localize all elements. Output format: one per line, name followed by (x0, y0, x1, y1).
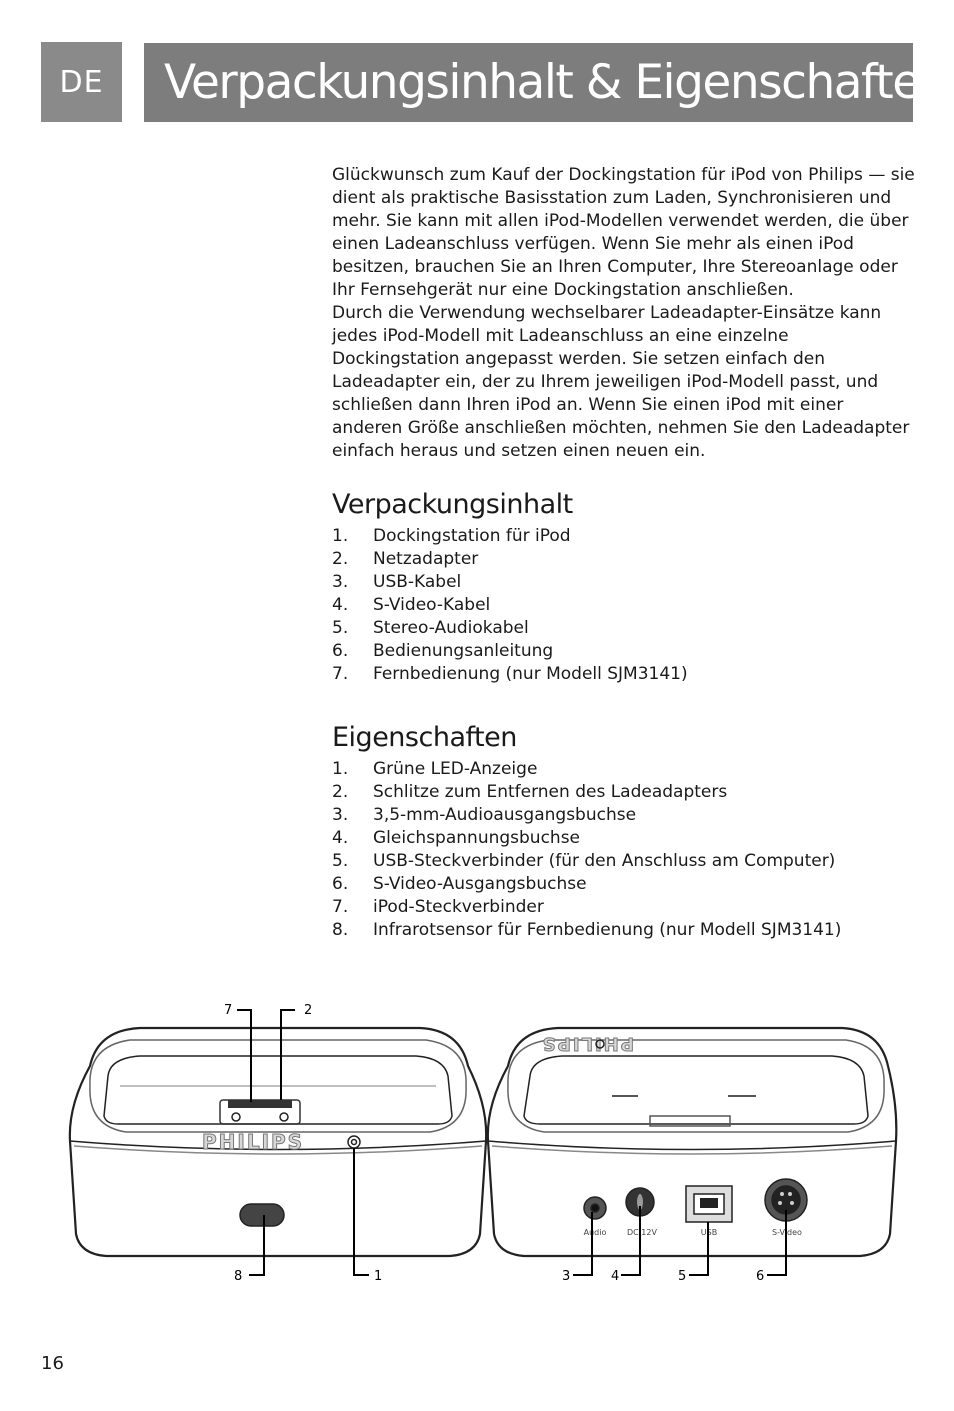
item-text: Netzadapter (373, 549, 479, 569)
brand-logo-back: PHILIPS (540, 1033, 634, 1054)
intro-paragraph-2: Durch die Verwendung wechselbarer Ladeadapter-Einsätze kann jedes iPod-Modell mit Ladeanschluss an eine einzelne Dockingstation angepasst werden. Sie setzen einfach den Ladeadapter ein, der zu Ihrem jeweiligen iPod-Modell passt, und schließen dann Ihren iPod an. Wenn Sie einen iPod mit einer anderen Größe anschließen möchten, nehmen Sie den Ladeadapter einfach heraus und setzen einen neuen ein. (332, 303, 910, 461)
list-item (332, 663, 916, 686)
item-number: 5. (332, 851, 349, 871)
list-item (332, 873, 916, 896)
port-label-dc: DC 12V (627, 1228, 657, 1237)
callout-numbers (224, 1003, 764, 1284)
language-badge (41, 42, 122, 122)
list-item (332, 781, 916, 804)
item-number: 2. (332, 782, 349, 802)
item-number: 1. (332, 526, 349, 546)
package-list (332, 525, 916, 686)
item-number: 2. (332, 549, 349, 569)
item-text: USB-Kabel (373, 572, 462, 592)
item-text: S-Video-Kabel (373, 595, 491, 615)
dock-back-view (488, 1028, 896, 1256)
item-text: S-Video-Ausgangsbuchse (373, 874, 587, 894)
main-content (332, 164, 916, 942)
language-label: DE (59, 64, 104, 100)
list-item (332, 640, 916, 663)
list-item (332, 850, 916, 873)
list-item (332, 896, 916, 919)
item-number: 3. (332, 805, 349, 825)
item-text: Stereo-Audiokabel (373, 618, 529, 638)
item-number: 4. (332, 828, 349, 848)
docking-station-illustration (60, 996, 900, 1296)
port-label-usb: USB (700, 1228, 718, 1237)
list-item (332, 919, 916, 942)
item-text: Gleichspannungsbuchse (373, 828, 581, 848)
item-number: 8. (332, 920, 349, 940)
item-text: Infrarotsensor für Fernbedienung (nur Modell SJM3141) (373, 920, 842, 940)
item-text: Grüne LED-Anzeige (373, 759, 538, 779)
callout-6: 6 (756, 1269, 765, 1284)
features-heading: Eigenschaften (332, 722, 517, 753)
list-item (332, 617, 916, 640)
item-text: iPod-Steckverbinder (373, 897, 544, 917)
callout-2: 2 (304, 1003, 313, 1018)
callout-3: 3 (562, 1269, 571, 1284)
item-text: Bedienungsanleitung (373, 641, 554, 661)
port-label-svideo: S-Video (772, 1228, 802, 1237)
item-number: 3. (332, 572, 349, 592)
package-heading: Verpackungsinhalt (332, 489, 573, 520)
page-number: 16 (41, 1353, 64, 1374)
item-number: 4. (332, 595, 349, 615)
callout-7: 7 (224, 1003, 233, 1018)
features-list (332, 758, 916, 942)
intro-paragraph-1: Glückwunsch zum Kauf der Dockingstation für iPod von Philips — sie dient als praktische Basisstation zum Laden, Synchronisieren und mehr. Sie kann mit allen iPod-Modellen verwendet werden, die über einen Ladeanschluss verfügen. Wenn Sie mehr als einen iPod besitzen, brauchen Sie an Ihren Computer, Ihre Stereoanlage oder Ihr Fernsehgerät nur eine Dockingstation anschließen. (332, 165, 915, 300)
list-item (332, 594, 916, 617)
callout-4: 4 (611, 1269, 620, 1284)
list-item (332, 548, 916, 571)
callout-1: 1 (374, 1269, 383, 1284)
page-title-bar (144, 43, 948, 122)
item-number: 5. (332, 618, 349, 638)
item-text: Fernbedienung (nur Modell SJM3141) (373, 664, 688, 684)
brand-logo-front: PHILIPS (202, 1130, 305, 1154)
item-number: 7. (332, 897, 349, 917)
list-item (332, 827, 916, 850)
list-item (332, 571, 916, 594)
item-text: USB-Steckverbinder (für den Anschluss am Computer) (373, 851, 836, 871)
port-label-audio: Audio (583, 1228, 607, 1237)
list-item (332, 758, 916, 781)
item-text: Dockingstation für iPod (373, 526, 571, 546)
dock-front-view (70, 1028, 486, 1256)
page-title: Verpackungsinhalt & Eigenschaften (164, 55, 948, 110)
intro-text (332, 164, 916, 463)
item-number: 1. (332, 759, 349, 779)
item-number: 7. (332, 664, 349, 684)
list-item (332, 525, 916, 548)
callout-5: 5 (678, 1269, 687, 1284)
item-text: 3,5-mm-Audioausgangsbuchse (373, 805, 637, 825)
callout-8: 8 (234, 1269, 243, 1284)
list-item (332, 804, 916, 827)
item-number: 6. (332, 874, 349, 894)
item-number: 6. (332, 641, 349, 661)
item-text: Schlitze zum Entfernen des Ladeadapters (373, 782, 728, 802)
